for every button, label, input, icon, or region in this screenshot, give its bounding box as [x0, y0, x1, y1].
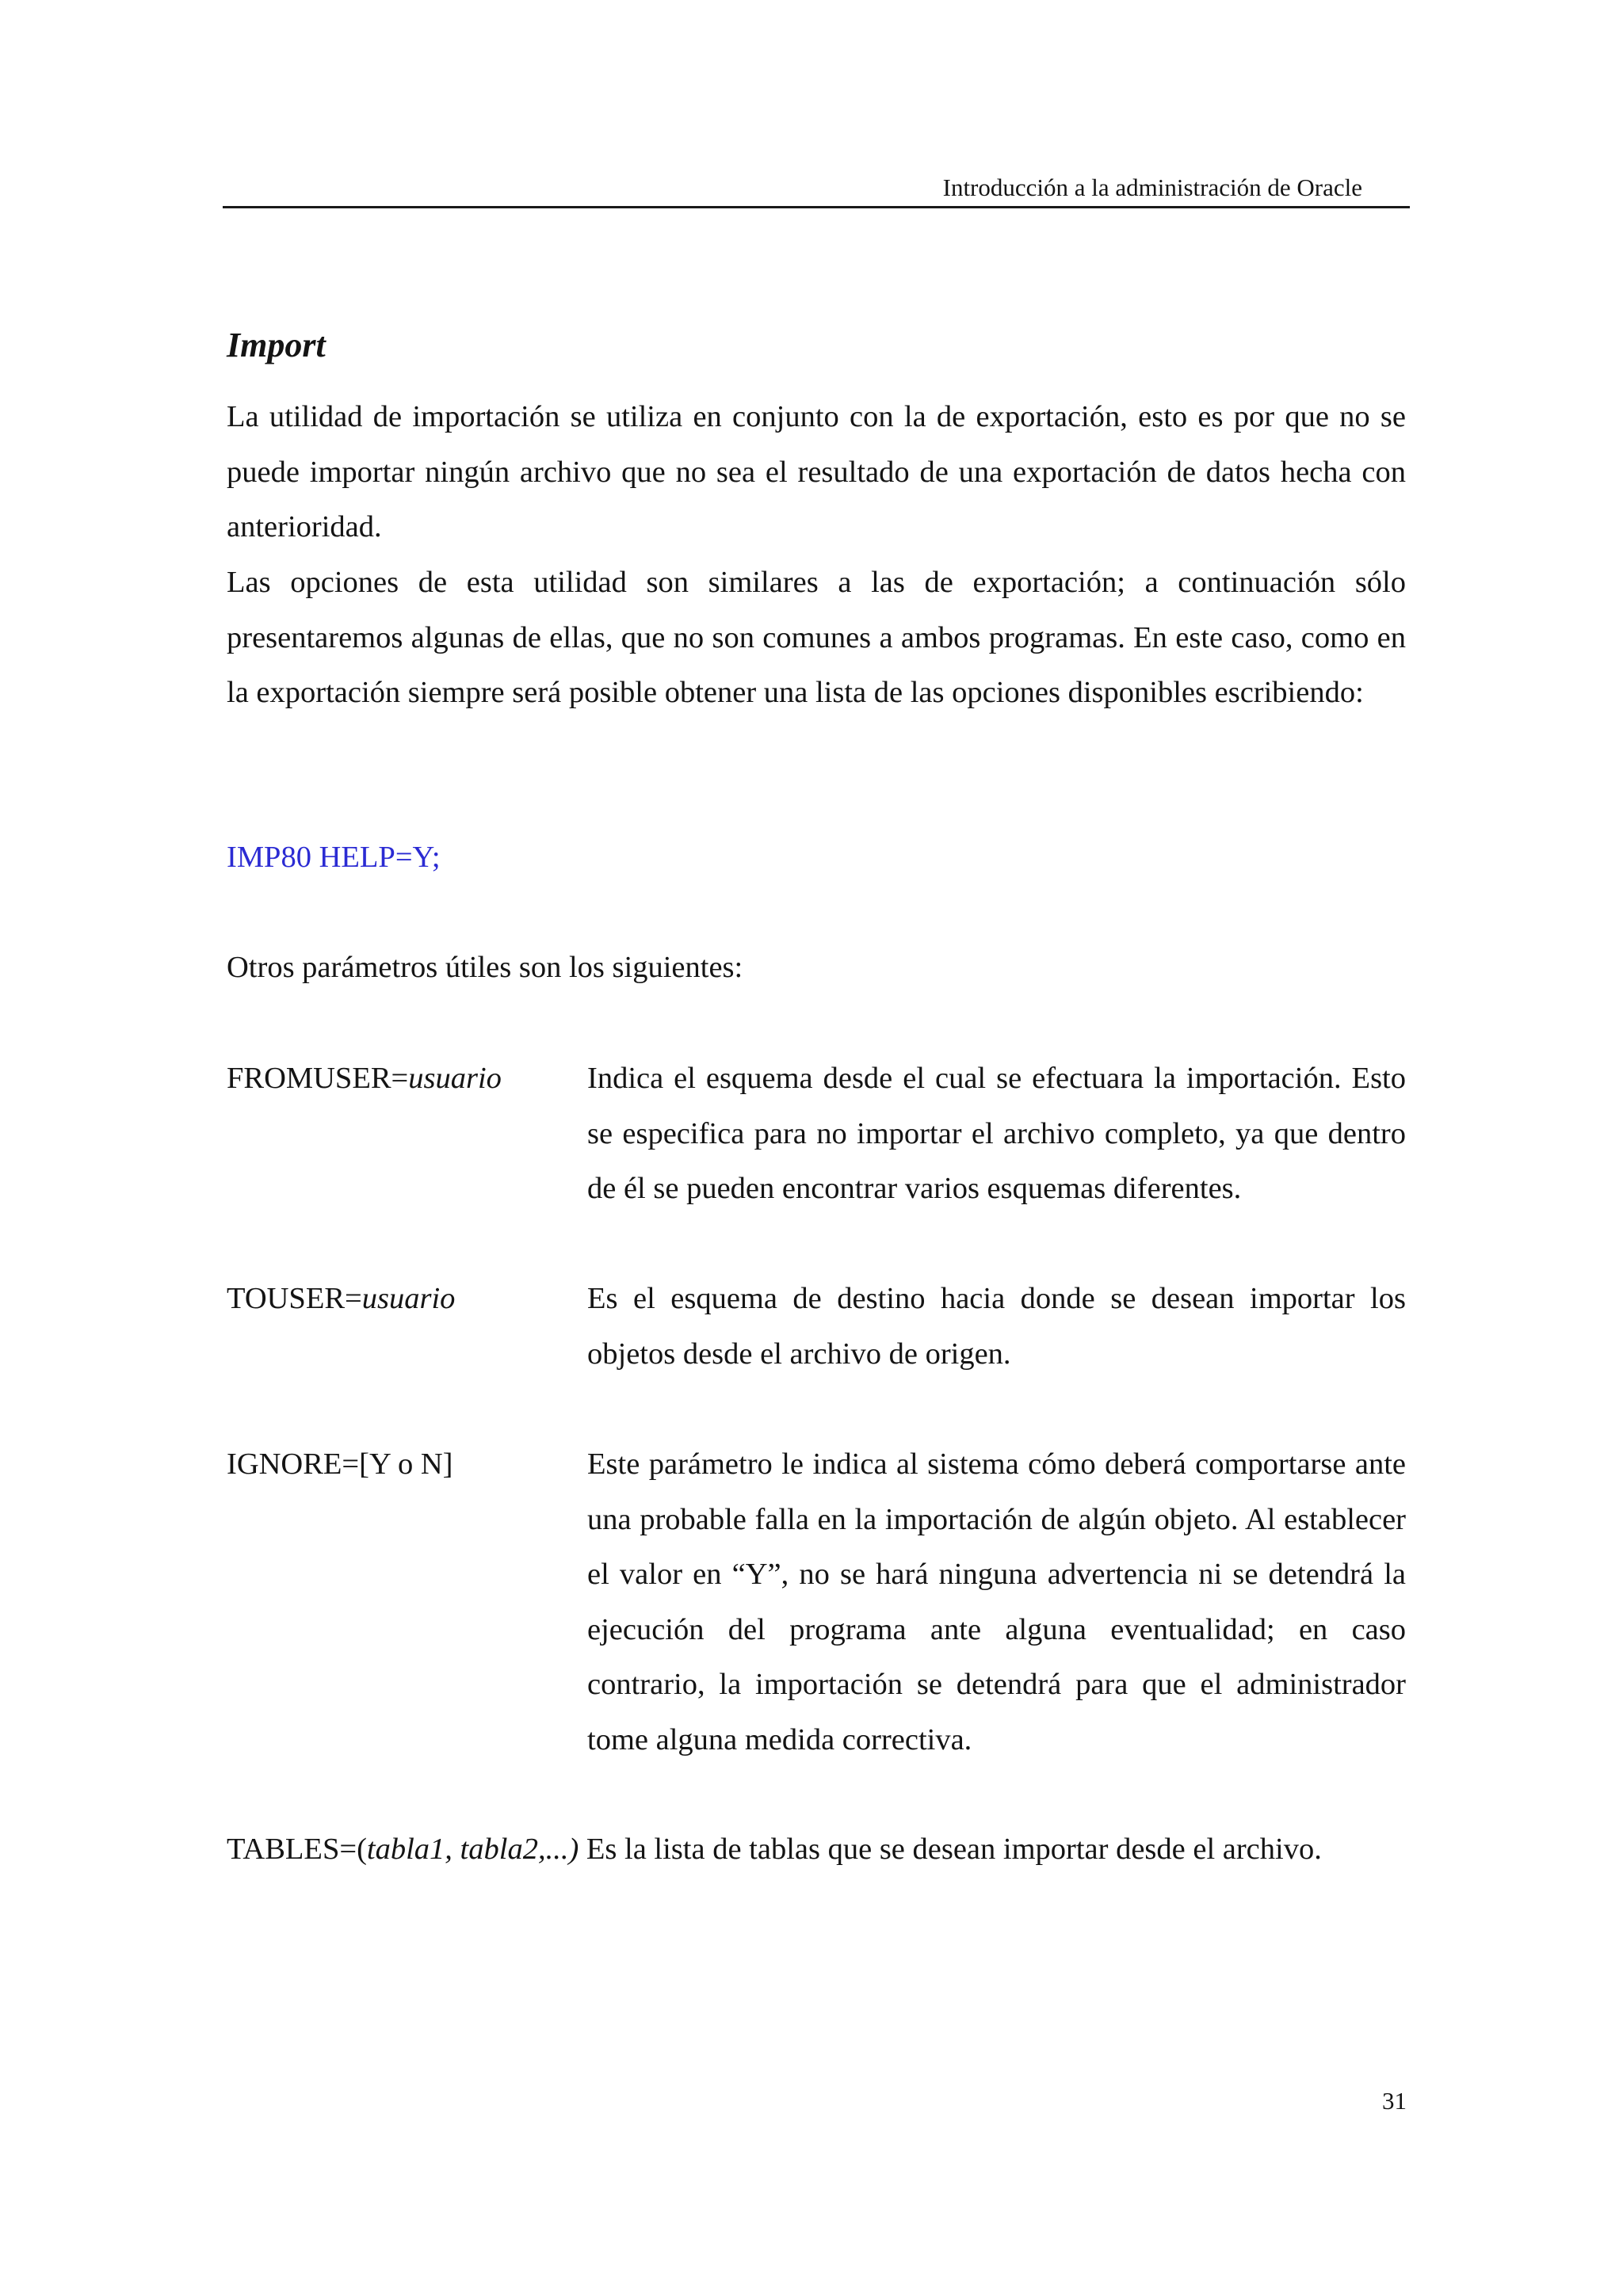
- param-argument: usuario: [361, 1282, 456, 1315]
- running-title: Introducción a la administración de Oracle: [942, 174, 1362, 201]
- param-name-fromuser: [227, 1051, 502, 1107]
- param-tables: [227, 1822, 1322, 1878]
- param-desc-ignore: Este parámetro le indica al sistema cómo deberá comportarse ante una probable falla en la importación de algún objeto. Al establecer el valor en “Y”, no se hará ninguna advertencia ni se detendrá la ejecución del programa ante alguna eventualidad; en caso contrario, la importación se detendrá para que el administrador tome alguna medida correctiva.: [587, 1447, 1406, 1756]
- param-name-touser: [227, 1272, 455, 1327]
- page-number: 31: [1382, 2087, 1407, 2115]
- section-title: Import: [227, 326, 326, 364]
- param-desc-tables: Es la lista de tablas que se desean importar desde el archivo.: [579, 1833, 1322, 1866]
- help-command: IMP80 HELP=Y;: [227, 841, 441, 874]
- param-keyword: TABLES=(: [227, 1833, 367, 1866]
- param-keyword: IGNORE=[Y o N]: [227, 1447, 453, 1481]
- param-desc-touser: Es el esquema de destino hacia donde se desean importar los objetos desde el archivo de origen.: [587, 1282, 1406, 1371]
- param-name-ignore: [227, 1437, 453, 1493]
- param-argument: usuario: [408, 1062, 502, 1095]
- param-desc-fromuser: Indica el esquema desde el cual se efectuara la importación. Esto se especifica para no importar el archivo completo, ya que dentro de él se pueden encontrar varios esquemas diferentes.: [587, 1062, 1406, 1205]
- page-header: [223, 170, 1410, 208]
- parameters-lead: Otros parámetros útiles son los siguientes:: [227, 951, 743, 984]
- param-keyword: FROMUSER=: [227, 1062, 409, 1095]
- param-argument: tabla1, tabla2,...): [366, 1833, 579, 1866]
- param-keyword: TOUSER=: [227, 1282, 362, 1315]
- intro-paragraph: La utilidad de importación se utiliza en conjunto con la de exportación, esto es por que no se puede importar ningún archivo que no sea el resultado de una exportación de datos hecha con anterioridad.: [227, 400, 1406, 543]
- options-paragraph: Las opciones de esta utilidad son similares a las de exportación; a continuación sólo presentaremos algunas de ellas, que no son comunes a ambos programas. En este caso, como en la exportación siempre será posible obtener una lista de las opciones disponibles escribiendo:: [227, 566, 1406, 709]
